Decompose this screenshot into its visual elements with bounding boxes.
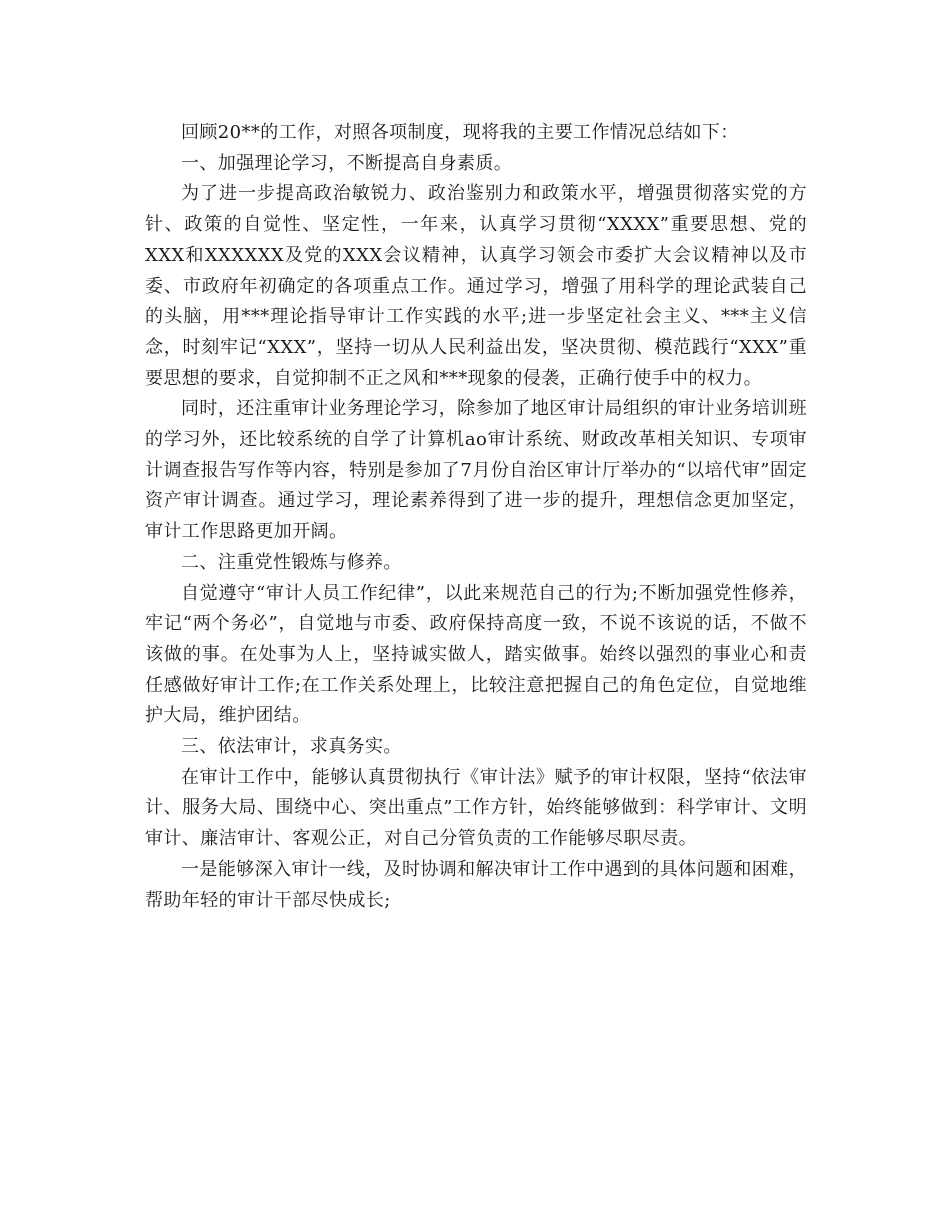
- body-paragraph: 同时，还注重审计业务理论学习，除参加了地区审计局组织的审计业务培训班的学习外，还比较系统的自学了计算机ao审计系统、财政改革相关知识、专项审计调查报告写作等内容，特别是参加了7月份自治区审计厅举办的“以培代审”固定资产审计调查。通过学习，理论素养得到了进一步的提升，理想信念更加坚定，审计工作思路更加开阔。: [145, 398, 807, 543]
- body-paragraph: 自觉遵守“审计人员工作纪律”，以此来规范自己的行为;不断加强党性修养，牢记“两个务必”，自觉地与市委、政府保持高度一致，不说不该说的话，不做不该做的事。在处事为人上，坚持诚实做人，踏实做事。始终以强烈的事业心和责任感做好审计工作;在工作关系处理上，比较注意把握自己的角色定位，自觉地维护大局，维护团结。: [145, 582, 807, 727]
- document-body: [145, 118, 807, 916]
- intro-paragraph: 回顾20**的工作，对照各项制度，现将我的主要工作情况总结如下：: [181, 122, 739, 143]
- section-heading-1: 一、加强理论学习，不断提高自身素质。: [181, 152, 513, 174]
- body-paragraph: 为了进一步提高政治敏锐力、政治鉴别力和政策水平，增强贯彻落实党的方针、政策的自觉性、坚定性，一年来，认真学习贯彻“XXXX”重要思想、党的XXX和XXXXXX及党的XXX会议精神，认真学习领会市委扩大会议精神以及市委、市政府年初确定的各项重点工作。通过学习，增强了用科学的理论武装自己的头脑，用***理论指导审计工作实践的水平;进一步坚定社会主义、***主义信念，时刻牢记“XXX”，坚持一切从人民利益出发，坚决贯彻、模范践行“XXX”重要思想的要求，自觉抑制不正之风和***现象的侵袭，正确行使手中的权力。: [145, 183, 807, 389]
- section-heading-3: 三、依法审计，求真务实。: [181, 736, 402, 758]
- body-paragraph: 在审计工作中，能够认真贯彻执行《审计法》赋予的审计权限，坚持“依法审计、服务大局、围绕中心、突出重点”工作方针，始终能够做到：科学审计、文明审计、廉洁审计、客观公正，对自己分管负责的工作能够尽职尽责。: [145, 766, 807, 850]
- body-paragraph: 一是能够深入审计一线，及时协调和解决审计工作中遇到的具体问题和困难，帮助年轻的审计干部尽快成长;: [145, 858, 807, 911]
- section-heading-2: 二、注重党性锻炼与修养。: [181, 551, 402, 573]
